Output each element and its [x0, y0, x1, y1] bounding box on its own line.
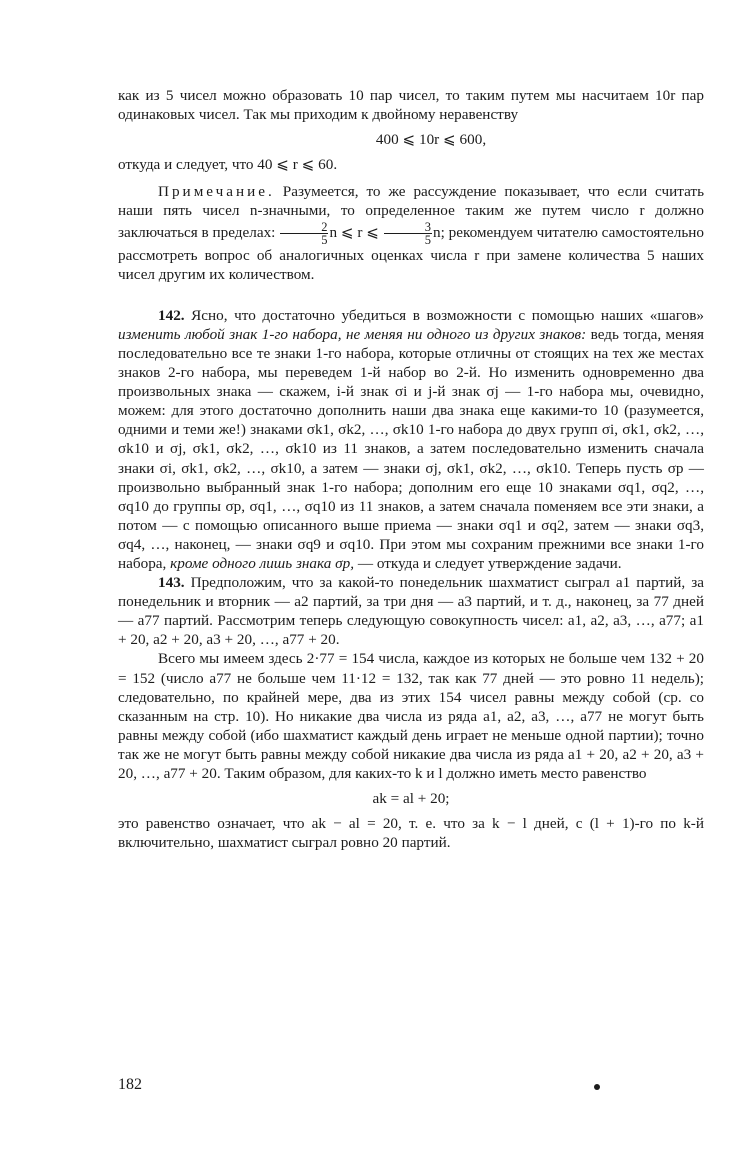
note-bounds: n ⩽ r ⩽: [329, 223, 383, 241]
note-bounds-tail: n;: [433, 223, 445, 241]
problem-number: 143.: [158, 574, 185, 592]
emphasis: кроме одного лишь знака σp,: [170, 554, 355, 572]
spacer: [118, 174, 704, 182]
spacer: [118, 284, 704, 306]
emphasis: изменить любой знак 1-го набора, не меняя ни одного из других знаков:: [118, 325, 587, 343]
problem-number: 142.: [158, 306, 185, 324]
fraction-two-fifths: $\frac{2}{5}$: [280, 221, 328, 246]
page-body: [118, 86, 704, 852]
paragraph-conclusion: откуда и следует, что 40 ⩽ r ⩽ 60.: [118, 156, 338, 174]
problem-143: 143. Предположим, что за какой-то понедельник шахматист сыграл a1 партий, за понедельник и вторник — a2 партий, за три дня — a3 партий, и т. д., наконец, за 77 дней — a77 партий. Рассмотрим теперь следующую совокупность чисел: a1, a2, a3, …, a77; a1 + 20, a2 + 20, a3 + 20, …, a77 + 20.: [118, 574, 704, 649]
formula-equality: ak = al + 20;: [372, 790, 450, 808]
note-text-a: Разумеется, то же рассуждение показывает, что если считать наши пять чисел n-значными, то определенное таким же путем число r должно заключаться в пределах:: [118, 183, 704, 241]
fraction-three-fifths: $\frac{3}{5}$: [384, 221, 432, 246]
paragraph-continuation: как из 5 чисел можно образовать 10 пар чисел, то таким путем мы насчитаем 10r пар одинаковых чисел. Так мы приходим к двойному неравенству: [118, 87, 704, 124]
problem-142: 142. Ясно, что достаточно убедиться в возможности с помощью наших «шагов» изменить любой знак 1-го набора, не меняя ни одного из других знаков: ведь тогда, меняя последовательно все те знаки 1-го набора, которые отличны от стоящих на тех же местах знаков 2-го набора, мы переведем 1-й набор во 2-й. Но изменить одновременно два произвольных знака — скажем, i-й знак σi и j-й знак σj — 1-го набора мы, очевидно, можем: для этого достаточно дополнить наши два знака еще какими-то 10 (разумеется, одними и теми же!) знаками σk1, σk2, …, σk10 1-го набора до двух групп σi, σk1, σk2, …, σk10 и σj, σk1, σk2, …, σk10 из 11 знаков, а затем последовательно изменить сначала знаки σi, σk1, σk2, …, σk10, а затем — знаки σj, σk1, σk2, …, σk10. Теперь пусть σp — произвольно выбранный знак 1-го набора; дополним его еще 10 знаками σq1, σq2, …, σq10 до группы σp, σq1, …, σq10 из 11 знаков, а затем сначала поменяем все эти знаки, а потом — с помощью описанного выше приема — знаки σq1 и σq2, затем — знаки σq3, σq4, …, наконец, — знаки σq9 и σq10. При этом мы сохраним прежними все знаки 1-го набора, кроме одного лишь знака σp, — откуда и следует утверждение задачи.: [118, 306, 704, 572]
paragraph-note: [118, 182, 704, 283]
problem-143-continued: Всего мы имеем здесь 2·77 = 154 числа, каждое из которых не больше чем 132 + 20 = 152 (число a77 не больше чем 11·12 = 132, так как 77 дней — это ровно 11 недель); следовательно, по крайней мере, два из этих 154 чисел равны между собой (ср. со сказанным на стр. 10). Но никакие два числа из ряда a1, a2, a3, …, a77 не могут быть равны между собой (ибо шахматист каждый день играет не меньше одной партии); точно так же не могут быть равны между собой никакие два числа из ряда a1 + 20, a2 + 20, a3 + 20, …, a77 + 20. Таким образом, для каких-то k и l должно иметь место равенство: [118, 650, 704, 782]
note-text-b: рекомендуем читателю самостоятельно рассмотреть вопрос об аналогичных оценках числа r при замене количества 5 наших чисел другим их количеством.: [118, 223, 705, 283]
bullet-mark-icon: [594, 1084, 600, 1090]
page-number: 182: [118, 1076, 142, 1093]
formula-inequality: 400 ⩽ 10r ⩽ 600,: [375, 131, 487, 149]
paragraph-final: это равенство означает, что ak − al = 20, т. е. что за k − l дней, с (l + 1)-го по k-й включительно, шахматист сыграл ровно 20 партий.: [118, 815, 704, 852]
note-heading: Примечание.: [158, 183, 275, 201]
